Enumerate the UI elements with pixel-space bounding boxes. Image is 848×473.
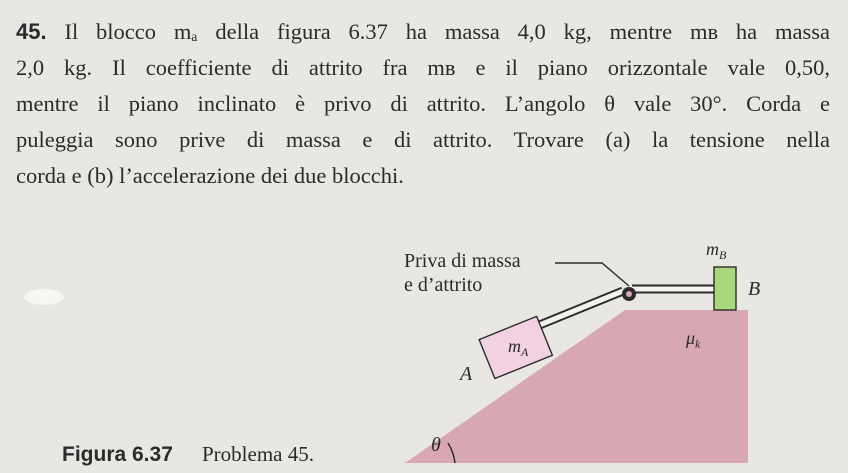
pulley-note-line-2: e d’attrito — [404, 274, 483, 296]
problem-line-5: corda e (b) l’accelerazione dei due blocchi. — [16, 163, 404, 188]
scan-spot — [24, 289, 64, 305]
incline-body — [405, 310, 748, 463]
block-A-letter: A — [460, 363, 473, 385]
pulley-leader-line — [555, 263, 629, 286]
pulley — [622, 287, 636, 301]
pulley-note-line-1: Priva di massa — [404, 250, 521, 272]
figure-caption-label: Figura 6.37 — [62, 443, 173, 466]
block-B — [714, 267, 736, 310]
mass-B-label: $m_B$ — [706, 239, 727, 262]
problem-number: 45. — [16, 19, 47, 44]
problem-line-4: puleggia sono prive di massa e di attrito. Trovare (a) la tensione nella — [16, 127, 830, 152]
angle-label: θ — [431, 434, 441, 456]
problem-line-2: 2,0 kg. Il coefficiente di attrito fra mʙ e il piano orizzontale vale 0,50, — [16, 55, 830, 80]
friction-coefficient-label: $\mu_k$ — [686, 328, 701, 351]
block-B-letter: B — [748, 278, 761, 300]
problem-line-3: mentre il piano inclinato è privo di attrito. L’angolo θ vale 30°. Corda e — [16, 91, 830, 116]
figure-caption-problem: Problema 45. — [202, 442, 314, 466]
problem-line-1-text: Il blocco mₐ della figura 6.37 ha massa 4,0 kg, mentre mʙ ha massa — [64, 19, 830, 44]
mass-A-label: $m_A$ — [508, 336, 529, 359]
